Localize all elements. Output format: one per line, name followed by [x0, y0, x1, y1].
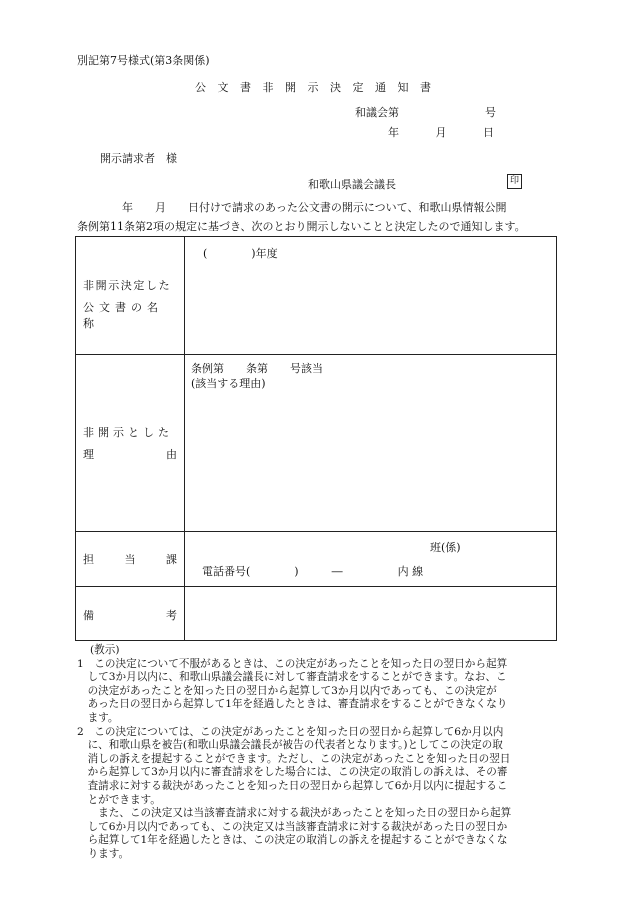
label-reason-yu: 由: [166, 448, 177, 461]
reason-caption: (該当する理由): [191, 377, 266, 390]
issue-date: [388, 124, 494, 140]
date-month: 月: [435, 126, 447, 139]
body-text: [77, 198, 557, 236]
doc-number-suffix: 号: [485, 106, 496, 119]
body-line-1: 年 月 日付けで請求のあった公文書の開示について、和歌山県情報公開: [122, 201, 507, 214]
label-reason-line-2: [83, 446, 177, 462]
note-2-line-8: して6か月以内であっても、この決定又は当該審査請求に対する裁決があった日の翌日か: [77, 820, 508, 833]
note-1-line-2: して3か月以内に、和歌山県議会議長に対して審査請求をすることができます。なお、こ: [77, 671, 507, 684]
label-doc-line-2: 公文書の名称: [83, 301, 163, 330]
label-doc-line-1: 非開示決定した: [83, 279, 172, 292]
ordinance-clause: 条例第 条第 号該当: [191, 362, 323, 375]
label-dept-text: [83, 551, 177, 567]
seal-mark: 印: [507, 174, 522, 189]
label-dept-ka: 課: [166, 553, 177, 566]
label-remarks: [76, 587, 185, 641]
label-remarks-ko: 考: [166, 609, 177, 622]
value-document-name: [185, 237, 557, 355]
note-2-line-6: とができます。: [77, 793, 161, 806]
document-number: [355, 104, 496, 120]
section-label: 班(係): [430, 541, 461, 554]
label-reason-line-1: 非開示とした: [83, 426, 173, 439]
sender: 和歌山県議会議長: [308, 178, 396, 191]
label-reason: [76, 355, 185, 532]
value-reason: [185, 355, 557, 532]
note-2-line-1: 2 この決定については、この決定があったことを知った日の翌日から起算して6か月以内: [77, 725, 504, 738]
note-2-line-2: に、和歌山県を被告(和歌山県議会議長が被告の代表者となります。)としてこの決定の取: [77, 739, 503, 752]
label-dept-tan: 担: [83, 553, 94, 566]
note-1-line-1: 1 この決定について不服があるときは、この決定があったことを知った日の翌日から起算: [77, 657, 508, 670]
addressee: 開示請求者 様: [100, 152, 177, 165]
instructions-section: [77, 644, 557, 862]
form-label: 別記第7号様式(第3条関係): [77, 54, 210, 67]
instructions-heading: (教示): [90, 644, 120, 656]
phone-number-line: 電話番号( ) ― 内 線: [202, 565, 424, 578]
label-dept-to: 当: [124, 553, 136, 566]
row-reason: [76, 355, 557, 532]
label-department: [76, 532, 185, 587]
note-1-line-5: ます。: [77, 711, 119, 724]
note-2-line-9: ら起算して1年を経過したときは、この決定の取消しの訴えを提起することができなくな: [77, 834, 508, 847]
value-department: [185, 532, 557, 587]
note-2-line-10: ります。: [77, 847, 130, 860]
note-1-line-4: あった日の翌日から起算して1年を経過したときは、審査請求をすることができなくなり: [77, 698, 508, 711]
row-remarks: [76, 587, 557, 641]
date-year: 年: [388, 126, 399, 139]
date-day: 日: [483, 126, 494, 139]
body-line-2: 条例第11条第2項の規定に基づき、次のとおり開示しないことと決定したので通知します。: [77, 220, 526, 233]
row-document-name: [76, 237, 557, 355]
doc-number-prefix: 和議会第: [355, 106, 399, 119]
fiscal-year-field: ( )年度: [203, 247, 278, 260]
label-reason-ri: 理: [83, 448, 94, 461]
label-remarks-bi: 備: [83, 609, 94, 622]
value-remarks: [185, 587, 557, 641]
label-document-name: [76, 237, 185, 355]
note-2-line-7: また、この決定又は当該審査請求に対する裁決があったことを知った日の翌日から起算: [77, 807, 512, 820]
document-title: 公 文 書 非 開 示 決 定 通 知 書: [195, 81, 435, 94]
label-remarks-text: [83, 607, 177, 623]
note-1-line-3: の決定があったことを知った日の翌日から起算して3か月以内であっても、この決定が: [77, 684, 497, 697]
note-2-line-5: 査請求に対する裁決があったことを知った日の翌日から起算して6か月以内に提起するこ: [77, 779, 508, 792]
row-department: [76, 532, 557, 587]
note-2-line-3: 消しの訴えを提起することができます。ただし、この決定があったことを知った日の翌日: [77, 752, 511, 765]
note-2-line-4: から起算して3か月以内に審査請求をした場合には、この決定の取消しの訴えは、その審: [77, 766, 508, 779]
decision-table: [75, 236, 557, 641]
